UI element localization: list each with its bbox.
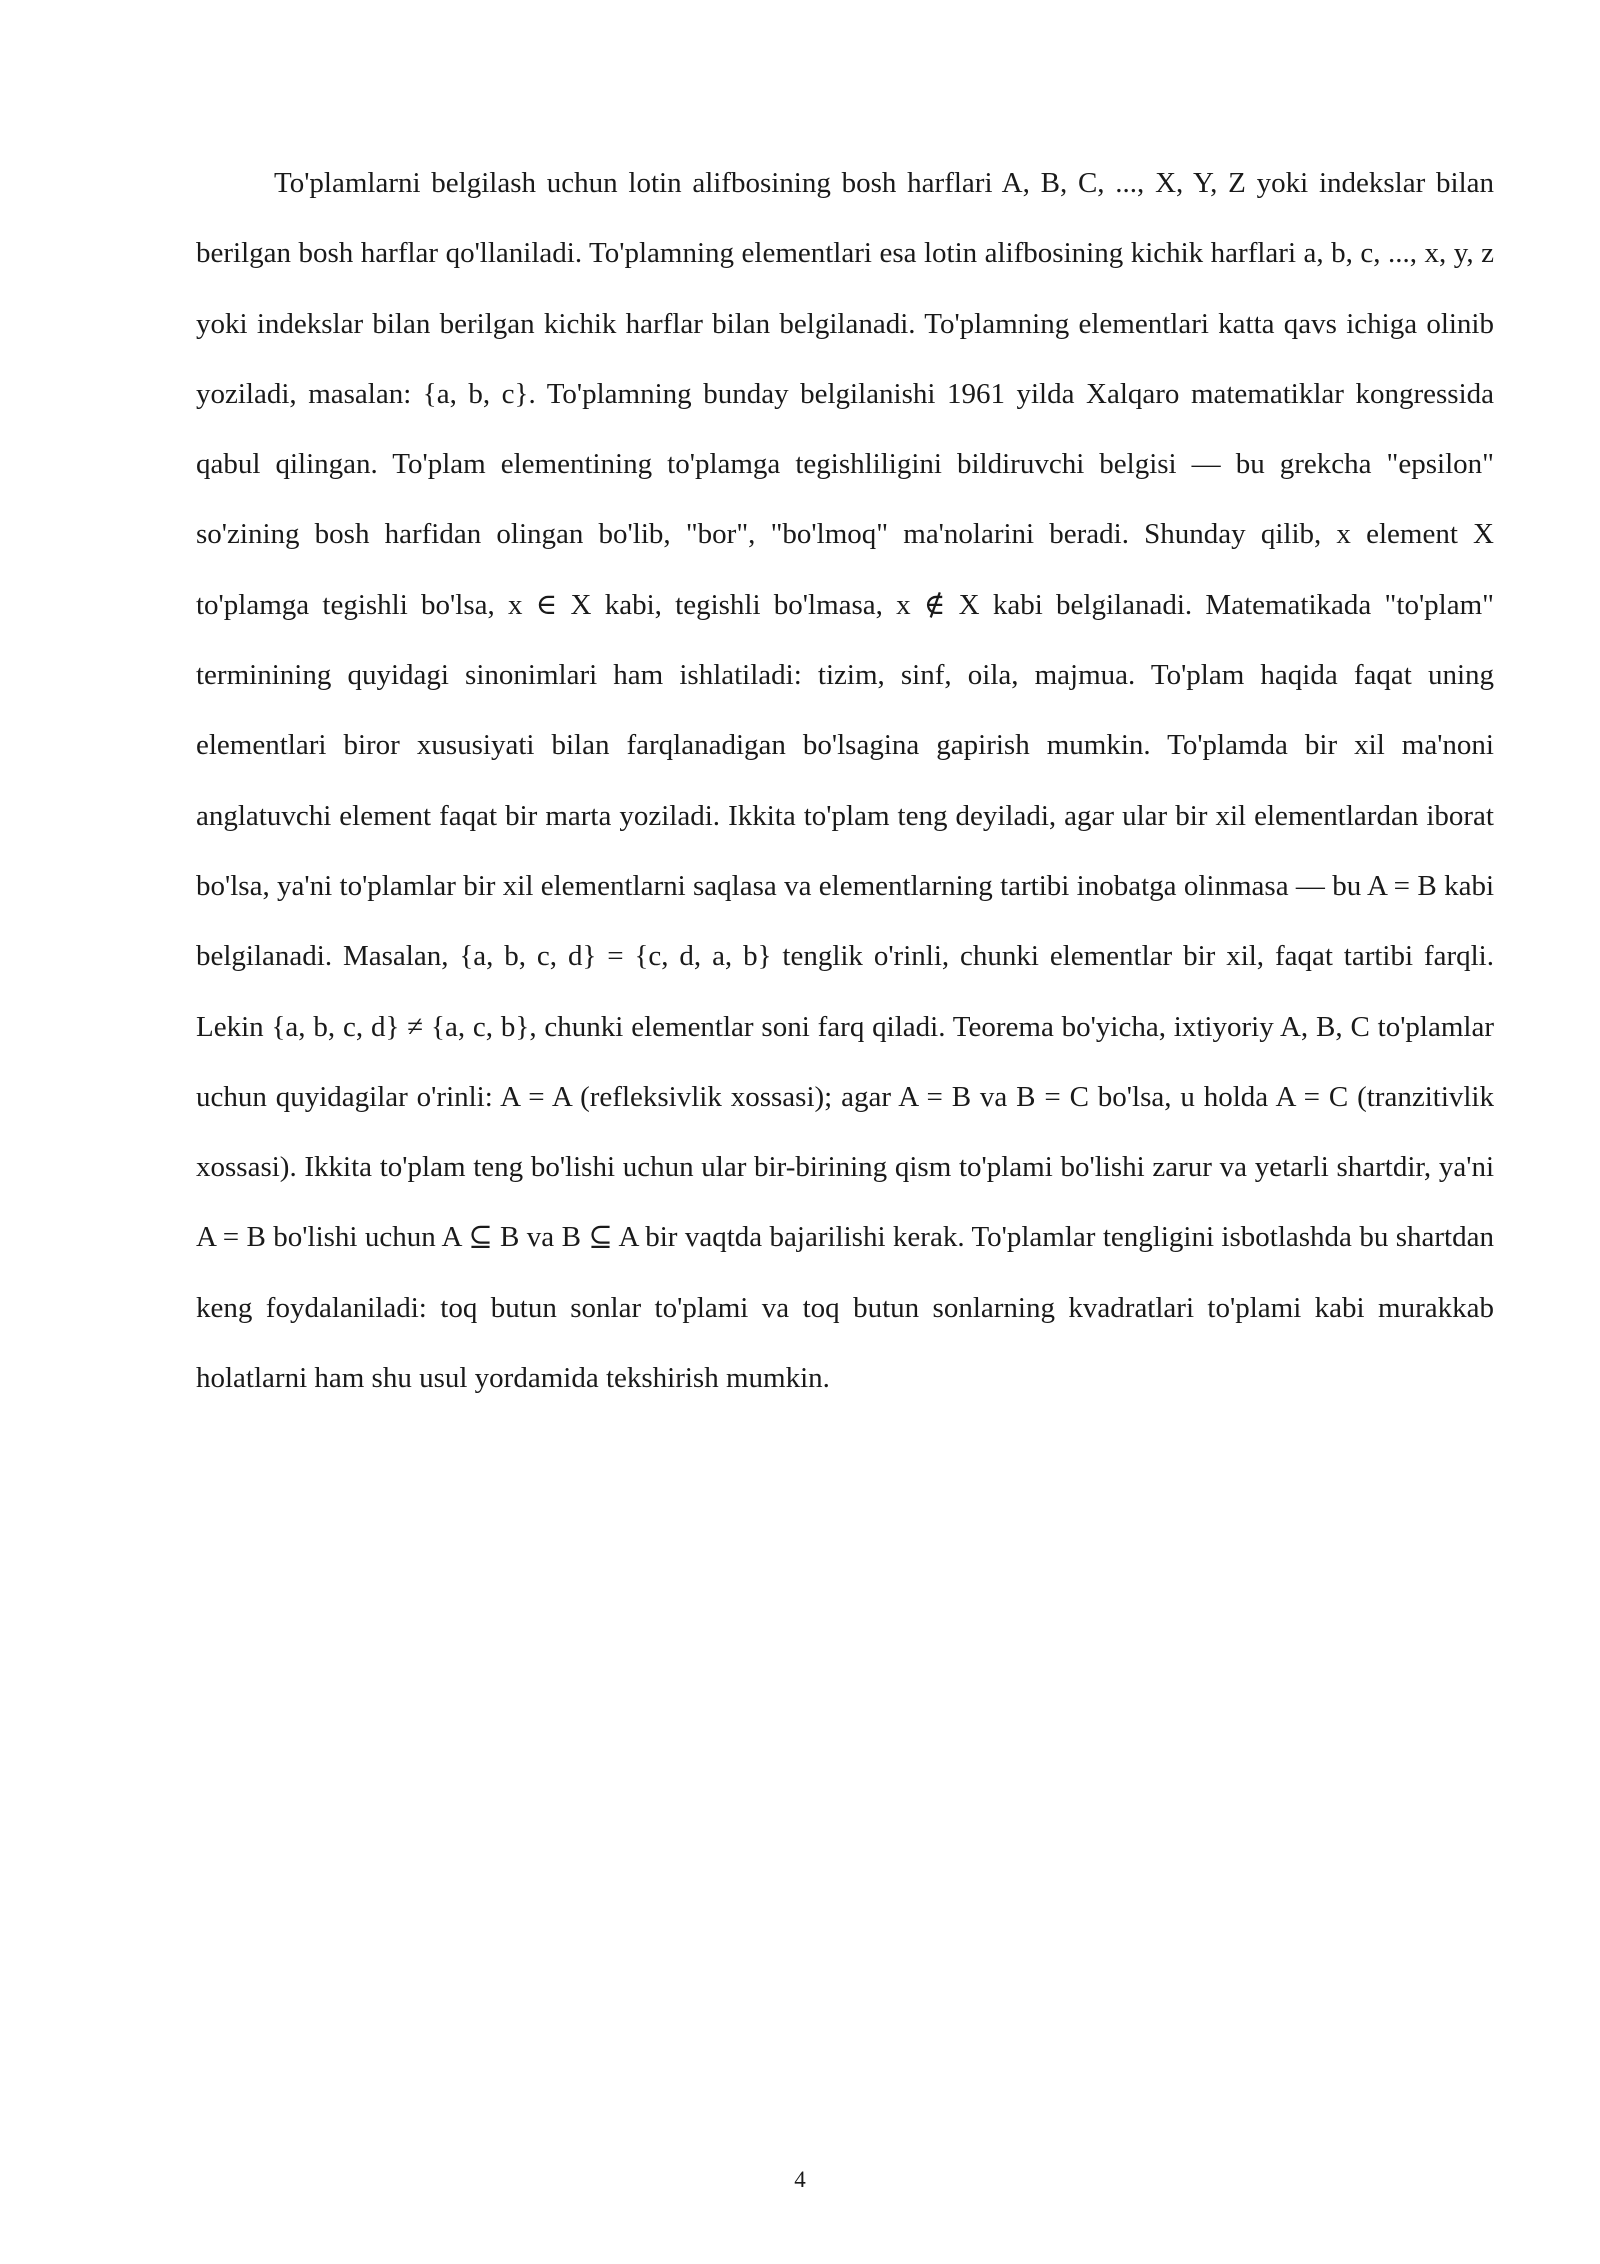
body-paragraph: To'plamlarni belgilash uchun lotin alifbosining bosh harflari A, B, C, ..., X, Y, Z yoki indekslar bilan berilgan bosh harflar qo'llaniladi. To'plamning elementlari esa lotin alifbosining kichik harflari a, b, c, ..., x, y, z yoki indekslar bilan berilgan kichik harflar bilan belgilanadi. To'plamning elementlari katta qavs ichiga olinib yoziladi, masalan: {a, b, c}. To'plamning bunday belgilanishi 1961 yilda Xalqaro matematiklar kongressida qabul qilingan. To'plam elementining to'plamga tegishliligini bildiruvchi belgisi — bu grekcha "epsilon" so'zining bosh harfidan olingan bo'lib, "bor", "bo'lmoq" ma'nolarini beradi. Shunday qilib, x element X to'plamga tegishli bo'lsa, x ∈ X kabi, tegishli bo'lmasa, x ∉ X kabi belgilanadi. Matematikada "to'plam" terminining quyidagi sinonimlari ham ishlatiladi: tizim, sinf, oila, majmua. To'plam haqida faqat uning elementlari biror xususiyati bilan farqlanadigan bo'lsagina gapirish mumkin. To'plamda bir xil ma'noni anglatuvchi element faqat bir marta yoziladi. Ikkita to'plam teng deyiladi, agar ular bir xil elementlardan iborat bo'lsa, ya'ni to'plamlar bir xil elementlarni saqlasa va elementlarning tartibi inobatga olinmasa — bu A = B kabi belgilanadi. Masalan, {a, b, c, d} = {c, d, a, b} tenglik o'rinli, chunki elementlar bir xil, faqat tartibi farqli. Lekin {a, b, c, d} ≠ {a, c, b}, chunki elementlar soni farq qiladi. Teorema bo'yicha, ixtiyoriy A, B, C to'plamlar uchun quyidagilar o'rinli: A = A (refleksivlik xossasi); agar A = B va B = C bo'lsa, u holda A = C (tranzitivlik xossasi). Ikkita to'plam teng bo'lishi uchun ular bir-birining qism to'plami bo'lishi zarur va yetarli shartdir, ya'ni A = B bo'lishi uchun A ⊆ B va B ⊆ A bir vaqtda bajarilishi kerak. To'plamlar tengligini isbotlashda bu shartdan keng foydalaniladi: toq butun sonlar to'plami va toq butun sonlarning kvadratlari to'plami kabi murakkab holatlarni ham shu usul yordamida tekshirish mumkin. [196, 167, 1494, 1395]
page-number: 4 [794, 2167, 806, 2192]
